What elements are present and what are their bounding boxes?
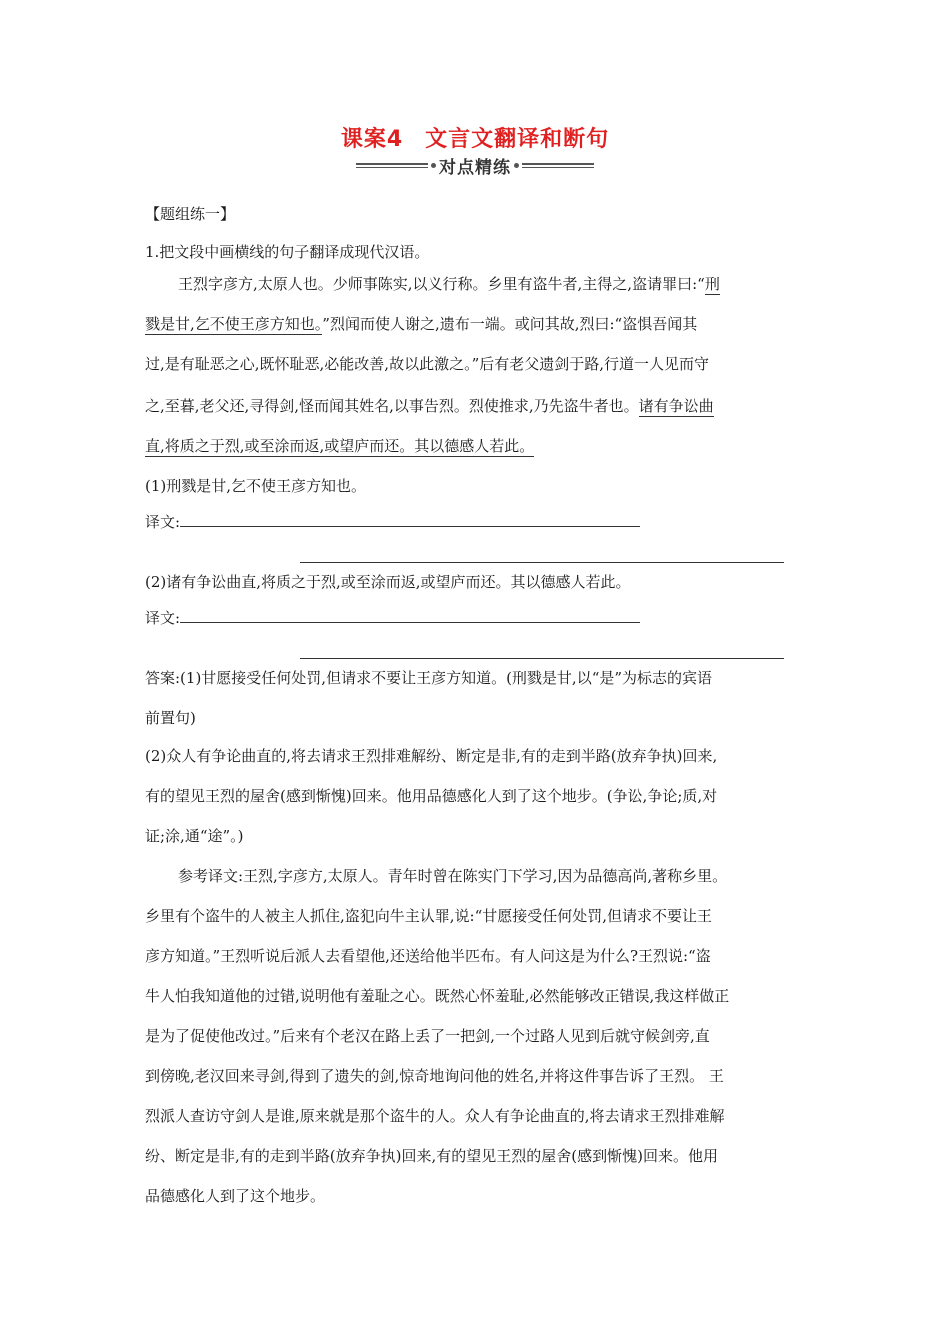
reference-text: 到傍晚,老汉回来寻剑,得到了遗失的剑,惊奇地询问他的姓名,并将这件事告诉了王烈。 王 bbox=[145, 1067, 724, 1085]
left-dot bbox=[431, 163, 436, 168]
answer-text: 有的望见王烈的屋舍(感到惭愧)回来。他用品德感化人到了这个地步。(争讼,争论;质,对 bbox=[145, 787, 718, 805]
answer-text: 前置句) bbox=[145, 709, 196, 727]
title-number: 课案4 bbox=[340, 127, 404, 152]
reference-text: 纷、断定是非,有的走到半路(放弃争执)回来,有的望见王烈的屋舍(感到惭愧)回来。他用 bbox=[145, 1147, 718, 1165]
passage-line-4 bbox=[145, 396, 714, 416]
reference-text: 乡里有个盗牛的人被主人抓住,盗犯向牛主认罪,说:“甘愿接受任何处罚,但请求不要让王 bbox=[145, 907, 713, 925]
left-rule bbox=[356, 163, 428, 168]
subtitle-banner bbox=[0, 153, 950, 179]
passage-line-2 bbox=[145, 314, 697, 334]
answer-blank-continuation[interactable] bbox=[300, 658, 784, 659]
reference-text: 参考译文:王烈,字彦方,太原人。青年时曾在陈实门下学习,因为品德高尚,著称乡里。 bbox=[178, 867, 728, 885]
right-dot bbox=[514, 163, 519, 168]
reference-text: 牛人怕我知道他的过错,说明他有羞耻之心。既然心怀羞耻,必然能够改正错误,我这样做正 bbox=[145, 987, 730, 1005]
answer-text: 答案:(1)甘愿接受任何处罚,但请求不要让王彦方知道。(刑戮是甘,以“是”为标志的宾语 bbox=[145, 669, 713, 687]
passage-text: ”烈闻而使人谢之,遗布一端。或问其故,烈曰:“盗惧吾闻其 bbox=[322, 315, 698, 333]
answer-blank[interactable] bbox=[180, 608, 640, 623]
passage-line-5 bbox=[145, 436, 534, 456]
underlined-text: 刑 bbox=[704, 275, 720, 293]
question-prompt: 1.把文段中画横线的句子翻译成现代汉语。 bbox=[145, 243, 430, 261]
subtitle-text: 对点精练 bbox=[439, 158, 511, 178]
reference-text: 品德感化人到了这个地步。 bbox=[145, 1187, 326, 1205]
answer-line-1 bbox=[145, 512, 640, 532]
page-title bbox=[0, 122, 950, 153]
section-label: 【题组练一】 bbox=[145, 205, 236, 223]
passage-line-1 bbox=[178, 274, 720, 294]
subquestion-1: (1)刑戮是甘,乞不使王彦方知也。 bbox=[145, 477, 367, 495]
answer-blank-continuation[interactable] bbox=[300, 562, 784, 563]
answer-label: 译文: bbox=[145, 513, 181, 531]
passage-text: 之,至暮,老父还,寻得剑,怪而闻其姓名,以事告烈。烈使推求,乃先盗牛者也。 bbox=[145, 397, 639, 415]
underlined-text: 戮是甘,乞不使王彦方知也。 bbox=[145, 315, 323, 333]
subquestion-2: (2)诸有争讼曲直,将质之于烈,或至涂而返,或望庐而还。其以德感人若此。 bbox=[145, 573, 631, 591]
passage-text: 王烈字彦方,太原人也。少师事陈实,以义行称。乡里有盗牛者,主得之,盗请罪曰:“ bbox=[178, 275, 705, 293]
reference-text: 是为了促使他改过。”后来有个老汉在路上丢了一把剑,一个过路人见到后就守候剑旁,直 bbox=[145, 1027, 710, 1045]
reference-text: 彦方知道。”王烈听说后派人去看望他,还送给他半匹布。有人问这是为什么?王烈说:“盗 bbox=[145, 947, 711, 965]
answer-line-2 bbox=[145, 608, 640, 628]
passage-line-3: 过,是有耻恶之心,既怀耻恶,必能改善,故以此激之。”后有老父遗剑于路,行道一人见而守 bbox=[145, 355, 710, 373]
right-rule bbox=[522, 163, 594, 168]
reference-text: 烈派人查访守剑人是谁,原来就是那个盗牛的人。众人有争论曲直的,将去请求王烈排难解 bbox=[145, 1107, 725, 1125]
underlined-text: 直,将质之于烈,或至涂而返,或望庐而还。其以德感人若此。 bbox=[145, 437, 535, 455]
answer-label: 译文: bbox=[145, 609, 181, 627]
answer-text: 证;涂,通“途”。) bbox=[145, 827, 244, 845]
answer-blank[interactable] bbox=[180, 512, 640, 527]
underlined-text: 诸有争讼曲 bbox=[638, 397, 714, 415]
title-text: 文言文翻译和断句 bbox=[425, 127, 610, 152]
answer-text: (2)众人有争论曲直的,将去请求王烈排难解纷、断定是非,有的走到半路(放弃争执)回来, bbox=[145, 747, 718, 765]
